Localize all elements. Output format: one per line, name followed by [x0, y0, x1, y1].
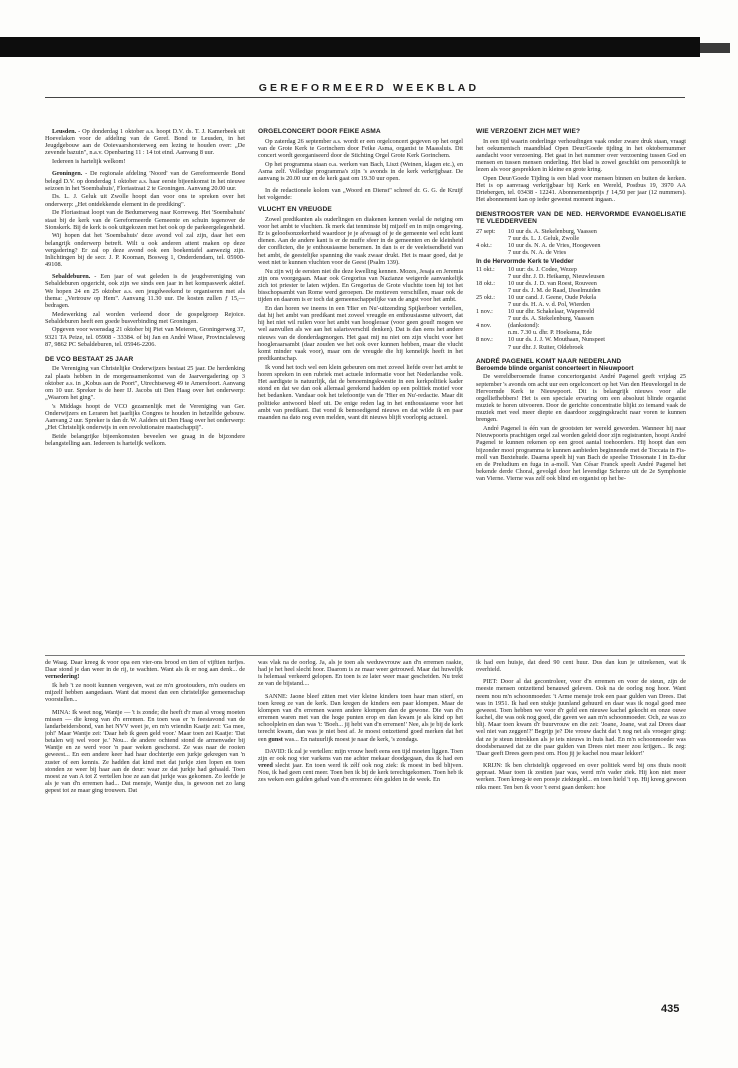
schedule-service: 10 uur dhr. Schakelaar, Wapenveld	[508, 308, 595, 316]
masthead-rule	[45, 97, 685, 98]
schedule-row	[476, 294, 686, 301]
story-paragraph: DAVID: Ik zal je vertellen: mijn vrouw heeft eens een tijd moeten liggen. Toen zijn er ook nog vier varkens van me achter mekaar doodgegaan, dus ik had een vreed slecht jaar. En toen werd ik zélf ook nog ziek: ik moest in bed blijven. Nou, ik had geen cent meer. Toen ben ik bij de kerk terechtgekomen. Toen heb ik zes weken een gulden gehad van d'n erremen: één gulden in de week. En	[258, 747, 463, 784]
schedule-service: 7 uur dhr. J. Ruiter, Oldebroek	[508, 343, 584, 351]
schedule-service: n.m. 7.30 u. dhr. P. Hoeksma, Ede	[508, 329, 593, 337]
schedule-row-continuation	[476, 249, 686, 256]
verzoent-paragraph: In een tijd waarin onderlinge verhoudingen vaak onder zware druk staan, vraagt het oekumenisch maandblad Open Deur/Goede tijding in het oktobernummer aandacht voor verzoening. Het gaat in het nummer over verzoening tussen God en mensen en tussen mensen onderling. Het blad is zowel geschikt om persoonlijk te lezen als voor gesprekken in kleine en grote kring.	[476, 137, 686, 174]
leusden-notice: Leusden. - Op donderdag 1 oktober a.s. hoopt D.V. ds. T. J. Kamerbeek uit Hoevelaken voor de afdeling van de Geref. Bond te Leusden, in het Jeugdgebouw aan de Ooievaarshorsterweg een lezing te houden over: „De zevende bazuin", n.a.v. Openbaring 11 : 14 tot eind. Aanvang 8 uur.	[45, 128, 245, 157]
schedule-service: 7 uur ds. H. A. v. d. Pol, Wierden	[508, 301, 591, 309]
schedule-row-continuation	[476, 235, 686, 242]
schedule-date: 1 nov.:	[476, 308, 493, 316]
leusden-welcome: Iedereen is hartelijk welkom!	[52, 158, 126, 166]
story-paragraph: ik had een huisje, dat deed 90 cent huur. Dus dan kun je uitrekenen, wat ik overhield.	[476, 659, 686, 674]
schedule-date: 11 okt.:	[476, 265, 495, 273]
verzoent-heading: WIE VERZOENT ZICH MET WIE?	[476, 128, 581, 135]
story-paragraph: MINA: Ik weet nog, Wantje — 't is zonde; die heeft d'r man al vroeg moeten missen — die kreeg van d'n erremen. En toen was er 'n feestavond van de landarbeidersbond, van het NVV weet je, en m'n vriendin Kaatje zei: 'Ga mee, joh!' Maar Wantje zei: 'Daar heb ik geen geld voor.' Maar toen zei Kaatje: 'Dat betalen wij wel voor je.' Nou... de andere ochtend stond de armenvader bij Wantje en ze werd voor 'n paar weken geschorst. Ze was naar de rooien geweest... En een andere keer had haar dochtertje een jurkje gekregen van 'n zuster of een kennis. Ze hadden dat kind met dat jurkje zien lopen en toen stonden ze weer bij haar aan de deur: waar ze dat jurkje had gehaald. Toen moest ze van A tot Z vertellen hoe ze aan dat jurkje was gekomen. Zo leefde je als je van d'n erremen had... Dat mensje, Wantje dus, is gewoon net zo lang gepest tot ze maar ging trouwen. Dat	[45, 708, 245, 795]
pagenel-heading: ANDRÉ PAGENEL KOMT NAAR NEDERLAND	[476, 357, 622, 365]
vco-paragraph: 's Middags hoopt de VCO gezamenlijk met de Vereniging van Ger. Onderwijzers en Leraren het jaarlijks Congres te houden in hetzelfde gebouw. Aanvang 2 uur. Spreker is dan dr. W. Aalders uit Den Haag over het onderwerp: „Het Christelijk onderwijs in een revolutionaire maatschappij".	[45, 402, 245, 432]
pagenel-paragraph: De wereldberoemde franse concertorganist André Pagenel geeft vrijdag 25 september 's avonds om acht uur een orgelconcert op het Van den Heuvelorgel in de Hervormde Kerk te Nieuwpoort. Dit is belangrijk nieuws voor alle orgelliefhebbers! Het is een speciale ervaring om een absoluut blinde organist muziek te horen uitvoeren. Door de gerichte concentratie blijkt zo iemand vaak de muziek met veel meer diepte en daardoor zeggingskracht naar voren te kunnen brengen.	[476, 373, 686, 424]
story-paragraph: Ik heb 't ze nooit kunnen vergeven, wat ze m'n grootouders, m'n ouders en mijzelf hebben aangedaan. Want dat moest dan een christelijke gemeenschap voorstellen...	[45, 682, 245, 704]
bottom-column-2	[258, 659, 463, 1004]
schedule-service: 7 uur ds. N. A. de Vries	[508, 248, 567, 256]
vlucht-heading: VLUCHT EN VREUGDE	[258, 206, 332, 214]
woord-intro: In de redactionele kolom van „Woord en Dienst" schreef dr. G. G. de Kruijf het volgende:	[258, 187, 463, 202]
schedule-vledderveen	[476, 228, 686, 256]
pagenel-subheading: Beroemde blinde organist concerteert in Nieuwpoort	[476, 365, 634, 373]
bottom-column-1	[45, 659, 245, 1004]
verzoent-paragraph: Open Deur/Goede Tijding is een blad voor mensen binnen en buiten de kerken. Het is op aanvraag verkrijgbaar bij Kerk en Wereld, Postbus 19, 3970 AA Driebergen, tel. 03438 - 12241. Abonnementsprijs ƒ 14,50 per jaar (12 nummers). Het abonnement kan op ieder gewenst moment ingaan..	[476, 174, 686, 204]
schedule-row	[476, 280, 686, 287]
story-paragraph: PIET: Door al dat gecontroleer, voor d'n erremen en voor de steun, zijn de meeste mensen ontzettend benauwd geleven. Ook na de oorlog nog hoor. Want neem nou m'n schoonmoeder. 't Arme mensje trok een paar gulden van Drees. Dat was in 1951. Ik had een stukje juunland gehuurd en daar was ik nogal goed mee geweest. Toen hebben we voor d'r geld een nieuwe kachel gekocht en onze ouwe kachel, die was ook nog goed, die gaven we aan m'n schoonmoeder. Och, ze was zo blij. Maar toen kwam d'r buurvrouw en die zei: 'Joane, Joane, wat zal Drees daar wel niet van zeggen!?' Begrijp je? Die vrouw dacht dat 't nog net als vroeger ging: dat ze je steun introkken als je iets nieuws in huis had. En m'n schoonmoeder was doodsbenauwd dat ze die paar gulden van Drees niet meer zou krijgen... Ik zeg: 'Daar geeft Drees geen pest om. Hou jij je kachel nou maar lekker!'	[476, 678, 686, 757]
vlucht-paragraph: En dan horen we ineens in een 'Hier en Nu'-uitzending Spijkerboer vertellen, dat hij het ambt van predikant met zoveel vreugde en enthousiasme uitvoert, dat hij het niet wil ruilen voor het ambt van hoogleraar (voor geen goud! mogen we wel aanvullen als we aan het salarisverschil denken). Dat is dan eens het andere nieuws van de donderdagmorgen. Het gaat mij nu niet om zijn vlucht voor het hoogleraarsambt (daar zouden we het ook over kunnen hebben, maar die vlucht komt minder vaak voor), maar om de vreugde die hij kennelijk heeft in het predikantschap.	[258, 304, 463, 362]
sebaldeburen-notice: Sebaldeburen. - Een jaar of wat geleden is de jeugdvereniging van Sebaldeburen opgericht, ook zijn we sinds een jaar in het kompaswerk aktief. We hopen 24 en 25 oktober a.s. een jeugdweekend te organiseren met als thema: „Vertrouw op Hem". Aanvang 11.30 uur. De kosten zullen ƒ 15,— bedragen.	[45, 273, 245, 309]
sebaldeburen-paragraph: Medewerking zal worden verleend door de gospelgroep Rejoice. Sebaldeburen heeft een goede busverbinding met Groningen.	[45, 310, 245, 325]
schedule-service: 7 uur ds. J. M. de Raad, IJsselmuiden	[508, 287, 601, 295]
schedule-date: 8 nov.:	[476, 336, 493, 344]
schedule-service: (dankstond):	[508, 322, 540, 330]
schedule-row-continuation	[476, 344, 686, 351]
asma-paragraph: Op het programma staan o.a. werken van Bach, Liszt (Weinen, klagen etc.), en Asma zelf. Volledige programma's zijn 's avonds in de kerk verkrijgbaar. De aanvang is 20.00 uur en de kerk gaat om 19.30 uur open.	[258, 160, 463, 182]
schedule-vledder	[476, 266, 686, 351]
column-3	[476, 128, 686, 653]
schedule-row-continuation	[476, 273, 686, 280]
story-paragraph: SANNE: Jaone bleef zitten met vier kleine kinders toen haar man stierf, en toen kreeg ze van de kerk. Dan kregen de kinders een paar klompen. Maar de klompen van d'n erremen waren andere klompen dan de gewone. Die van d'n erremen waren met van die hoge punten erop en dan kwam je als kind op het schoolplein en dan was 't: 'Boeh... jij hebt van d'n erremen!' Nee, als je bij de kerk terecht kwam, dan was je niet best af. Je moest ontzettend goed merken dat het een gunst was... En natuurlijk moest je naar de kerk, 's zondags.	[258, 692, 463, 743]
groningen-paragraph: Wij hopen dat het 'Soembahuis' deze avond vol zal zijn, daar het een belangrijk onderwerp betreft. Wilt u ook anderen attent maken op deze vergadering? Er zal op deze avond ook een boekentafel aanwezig zijn. Inlichtingen bij de secr. J. P. Kooman, Bosweg 1, Onderdendam, tel. 05900-49108.	[45, 232, 245, 269]
page-number: 435	[661, 1003, 680, 1015]
groningen-paragraph: De Floriastraat loopt van de Bedumerweg naar Korreweg. Het 'Soembahuis' staat bij de kerk van de Gereformeerde Gemeente en schuin tegenover de Sionskerk. Bij de kerk is ook uitgekozen met het ook op de parkeergelegenheid.	[45, 209, 245, 231]
schedule-date: 4 okt.:	[476, 241, 492, 249]
schedule-service: 7 uur dhr. J. D. Heikamp, Nieuwleusen	[508, 273, 605, 281]
schedule-date: 4 nov.	[476, 322, 492, 330]
asma-paragraph: Op zaterdag 26 september a.s. wordt er een orgelconcert gegeven op het orgel van de Grote Kerk te Gorinchem door Feike Asma, organist te Maassluis. Dit concert wordt georganiseerd door de Stichting Orgel Grote Kerk Gorinchem.	[258, 137, 463, 159]
column-1	[45, 128, 245, 653]
bottom-column-3	[476, 659, 686, 999]
vco-heading: DE VCO BESTAAT 25 JAAR	[45, 355, 134, 363]
dienstrooster-heading: DIENSTROOSTER VAN DE NED. HERVORMDE EVANGELISATIE TE VLEDDERVEEN	[476, 210, 686, 225]
asma-heading: ORGELCONCERT DOOR FEIKE ASMA	[258, 128, 381, 135]
schedule-service: 10 uur ds. J. D. van Roest, Rouveen	[508, 280, 597, 288]
story-paragraph: was vlak na de oorlog. Ja, als je toen als weduwvrouw aan d'n erremen raakte, had je het heel slecht hoor. Daarom is ze maar weer getrouwd. Maar dat huwelijk is helemaal verkeerd gelopen. En toen is ze later weer maar gescheiden. Nu trekt ze van de bijstand....	[258, 659, 463, 688]
schedule-row-continuation	[476, 287, 686, 294]
story-paragraph: KRIJN: Ik ben christelijk opgevoed en over politiek werd bij ons thuis nooit gepraat. Maar toen ik zestien jaar was, werd m'n vader ziek. Hij kon niet meer werken. Toen kreeg-ie een poosje ziektegeld... en toen hield 't op. Hij kreeg gewoon niks meer. Ten ben ik voor 't eerst gaan denken: hoe	[476, 762, 686, 791]
schedule-service: 10 uur ds. N. A. de Vries, Hoogeveen	[508, 241, 601, 249]
top-black-bar-end	[700, 43, 730, 53]
story-paragraph: de Waag. Daar kreeg ik voor opa een vier-ons brood en tien of vijftien turfjes. Daar stond je dan weer in de rij, te wachten. Want als ik er nog aan denk... de vernedering!	[45, 659, 245, 681]
schedule-service: 10 uur cand. J. Geene, Oude Pekela	[508, 294, 597, 302]
schedule-row	[476, 228, 686, 235]
vco-paragraph: Beide belangrijke bijeenkomsten beveelen we graag in de bijzondere belangstelling aan. Iedereen is hartelijk welkom.	[45, 433, 245, 448]
vlucht-paragraph: Ik vond het toch wel een klein gebeuren om met zoveel liefde over het ambt te horen spreken in een rubriek met actuele informatie voor het Nederlandse volk. Het aardigste is natuurlijk, dat de benoemingskwestie in een kerkpolitiek kader stond en dat we dan ook allemaal gerekend hadden op een politiek motief voor het bedanken. Vandaar ook het telefoontje van de 'Hier en Nu'-redactie. Maar dit politieke antwoord bleef uit. De enige reden lag in het enthousiasme voor het ambt van predikant. Dat vond ik bemoedigend nieuws en dat wilde ik en paar maanden na dato nog even melden, want dit nieuws blijft voorlopig actueel.	[258, 363, 463, 421]
pagenel-paragraph: André Pagenel is één van de grootsten ter wereld geworden. Wanneer hij naar Nieuwpoorts prachtigen orgel zal worden geleid door zijn registranten, hoopt André Pagenel te kunnen rekenen op een groot aantal toehoorders. Hij hoopt dan een bijzonder mooi programma te kunnen aanbieden beginnende met de Toccata in Fis-moll van Buxtehude. Daarna speelt hij van Bach de speelse Triosonate I in Es-dur en de Preludium en fuga in a-moll. Van César Franck speelt André Pagenel het bekende derde Choral, gevolgd door het levendige Scherzo uit de 2e Symphonie van Vierne. Vierne was zelf ook blind en organist op het be-	[476, 425, 686, 483]
schedule-row-continuation	[476, 329, 686, 336]
schedule-row-continuation	[476, 315, 686, 322]
schedule-service: 7 uur ds. L. J. Geluk, Zwolle	[508, 234, 580, 242]
top-black-bar	[0, 37, 700, 57]
schedule-row	[476, 336, 686, 343]
schedule-row	[476, 242, 686, 249]
schedule-service: 10 uur: ds. J. Codee, Wezep	[508, 265, 577, 273]
section-divider	[45, 655, 685, 656]
groningen-paragraph: Ds. L. J. Geluk uit Zwolle hoopt dan voor ons te spreken over het onderwerp: „Het ontdekkende element in de prediking".	[45, 193, 245, 208]
schedule-service: 10 uur ds. J. J. W. Mouthaan, Nunspeet	[508, 336, 605, 344]
schedule-row-continuation	[476, 301, 686, 308]
vlucht-paragraph: Zowel predikanten als ouderlingen en diakenen kennen veelal de neiging om voor het ambt te vluchten. Ik merk dat tenminste bij mijzelf en in mijn omgeving. Er is geloofsonzekerheid waardoor je je afvraagt of je de gemeente wel echt kunt dienen. Aan de andere kant is er de muffe sfeer in de gemeenten en de kleinheid der conflicten, die je enthousiasme benemen. In dan is er de veeleisendheid van het ambt, de geestelijke spanning die vaak zwaar drukt. Het is maar goed, dat je weet niet te kunnen vluchten voor de Geest (Psalm 139).	[258, 215, 463, 266]
vco-paragraph: De Vereniging van Christelijke Onderwijzers bestaat 25 jaar. De herdenking zal plaats hebben in de morgensamenkomst van de Jaarvergadering op 3 oktober a.s. in „Kobus aan de Poort", Utrechtseweg 49 te Amersfoort. Aanvang om 10 uur. Spreker is de heer IJ. Jacobs uit Den Haag over het onderwerp: „Waarom het ging".	[45, 365, 245, 402]
vledder-heading: In de Hervormde Kerk te Vledder	[476, 257, 574, 265]
schedule-row	[476, 308, 686, 315]
vlucht-paragraph: Nu zijn wij de eersten niet die deze kwelling kennen. Mozes, Jesaja en Jeremia zijn ons voorgegaan. Maar ook Gregorius van Nazianze weigerde aanvankelijk zich tot priester te laten wijden. En Gregorius de Grote vluchtte toen hij tot het bisschopsambt van Rome werd geroepen. De motieven verschillen, maar ook de tijden en daarom is er toch dat gemeenschappelijke van de angst voor het ambt.	[258, 267, 463, 304]
column-2	[258, 128, 463, 653]
masthead: GEREFORMEERD WEEKBLAD	[258, 82, 480, 94]
schedule-service: 10 uur ds. A. Stekelenburg, Vaassen	[508, 227, 597, 235]
schedule-date: 27 sept:	[476, 227, 496, 235]
schedule-date: 25 okt.:	[476, 294, 495, 302]
schedule-row	[476, 266, 686, 273]
schedule-row	[476, 322, 686, 329]
groningen-notice: Groningen. - De regionale afdeling 'Noord' van de Gereformeerde Bond belegd D.V. op donderdag 1 oktober a.s. haar eerste bijeenkomst in het nieuwe seizoen in het 'Soembahuis', Floriastraat 2 te Groningen. Aanvang 20.00 uur.	[45, 170, 245, 192]
schedule-date: 18 okt.:	[476, 280, 495, 288]
sebaldeburen-paragraph: Opgeven voor woensdag 21 oktober bij Piet van Meieren, Groningerweg 37, 9321 TA Peize, tel. 05908 - 33384. of bij Jan en André Wisse, Provincialeweg 87, 9862 PC Sebaldeburen, tel. 05946-2206.	[45, 326, 245, 348]
schedule-service: 7 uur ds. A. Stekelenburg, Vaassen	[508, 315, 594, 323]
